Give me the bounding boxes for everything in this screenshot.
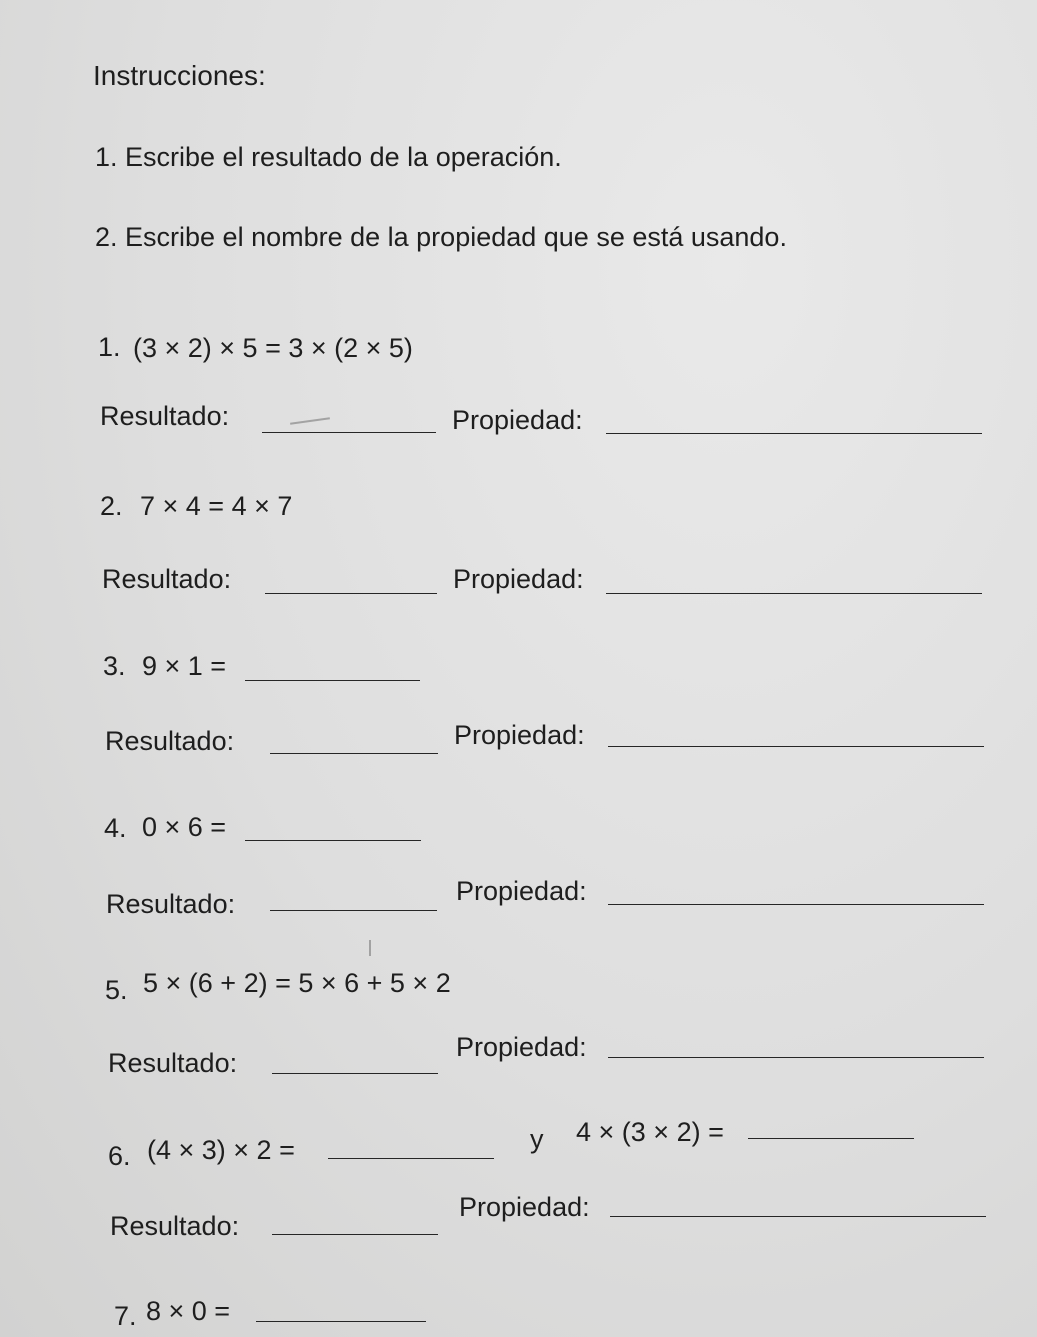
- pencil-mark: [369, 940, 371, 956]
- exercise-3-expression: 9 × 1 =: [142, 651, 227, 681]
- instruction-2: 2. Escribe el nombre de la propiedad que se está usando.: [95, 222, 787, 252]
- exercise-6-propiedad-blank[interactable]: [610, 1216, 986, 1217]
- exercise-1-expression: (3 × 2) × 5 = 3 × (2 × 5): [133, 333, 413, 363]
- exercise-7-answer-blank[interactable]: [256, 1321, 426, 1322]
- exercise-3-propiedad-label: Propiedad:: [454, 720, 585, 750]
- exercise-3-number: 3.: [103, 651, 126, 681]
- exercise-2-resultado-blank[interactable]: [265, 593, 437, 594]
- exercise-2-resultado-label: Resultado:: [102, 564, 232, 594]
- exercise-2-number: 2.: [100, 491, 123, 521]
- exercise-1-propiedad-blank[interactable]: [606, 433, 982, 434]
- exercise-2-propiedad-label: Propiedad:: [453, 564, 584, 594]
- exercise-6-propiedad-label: Propiedad:: [459, 1192, 590, 1222]
- exercise-7-expression: 8 × 0 =: [146, 1296, 231, 1326]
- exercise-6-answer-blank-2[interactable]: [748, 1138, 914, 1139]
- exercise-3-resultado-label: Resultado:: [105, 726, 235, 756]
- exercise-5-expression: 5 × (6 + 2) = 5 × 6 + 5 × 2: [143, 968, 451, 998]
- instructions-title: Instrucciones:: [93, 60, 266, 91]
- exercise-4-answer-blank[interactable]: [245, 840, 421, 841]
- exercise-6-number: 6.: [108, 1141, 131, 1171]
- exercise-2-propiedad-blank[interactable]: [606, 593, 982, 594]
- exercise-6-answer-blank-1[interactable]: [328, 1158, 494, 1159]
- exercise-2-expression: 7 × 4 = 4 × 7: [140, 491, 293, 521]
- exercise-6-expression-2: 4 × (3 × 2) =: [576, 1117, 724, 1147]
- exercise-5-propiedad-blank[interactable]: [608, 1057, 984, 1058]
- exercise-6-resultado-blank[interactable]: [272, 1234, 438, 1235]
- exercise-3-propiedad-blank[interactable]: [608, 746, 984, 747]
- exercise-4-propiedad-blank[interactable]: [608, 904, 984, 905]
- exercise-6-expression: (4 × 3) × 2 =: [147, 1135, 295, 1165]
- exercise-5-resultado-label: Resultado:: [108, 1048, 238, 1078]
- exercise-1-propiedad-label: Propiedad:: [452, 405, 583, 435]
- exercise-4-resultado-label: Resultado:: [106, 889, 236, 919]
- exercise-5-propiedad-label: Propiedad:: [456, 1032, 587, 1062]
- exercise-4-propiedad-label: Propiedad:: [456, 876, 587, 906]
- instruction-1: 1. Escribe el resultado de la operación.: [95, 142, 562, 172]
- exercise-3-answer-blank[interactable]: [245, 680, 420, 681]
- exercise-4-resultado-blank[interactable]: [270, 910, 437, 911]
- exercise-6-resultado-label: Resultado:: [110, 1211, 240, 1241]
- exercise-1-resultado-label: Resultado:: [100, 401, 230, 431]
- exercise-4-number: 4.: [104, 813, 127, 843]
- exercise-3-resultado-blank[interactable]: [270, 753, 438, 754]
- exercise-6-and-label: y: [530, 1124, 544, 1154]
- exercise-1-number: 1.: [98, 332, 121, 362]
- pencil-mark: [290, 417, 330, 425]
- exercise-1-resultado-blank[interactable]: [262, 432, 436, 433]
- exercise-7-number: 7.: [114, 1301, 137, 1331]
- exercise-5-number: 5.: [105, 975, 128, 1005]
- exercise-5-resultado-blank[interactable]: [272, 1073, 438, 1074]
- exercise-4-expression: 0 × 6 =: [142, 812, 227, 842]
